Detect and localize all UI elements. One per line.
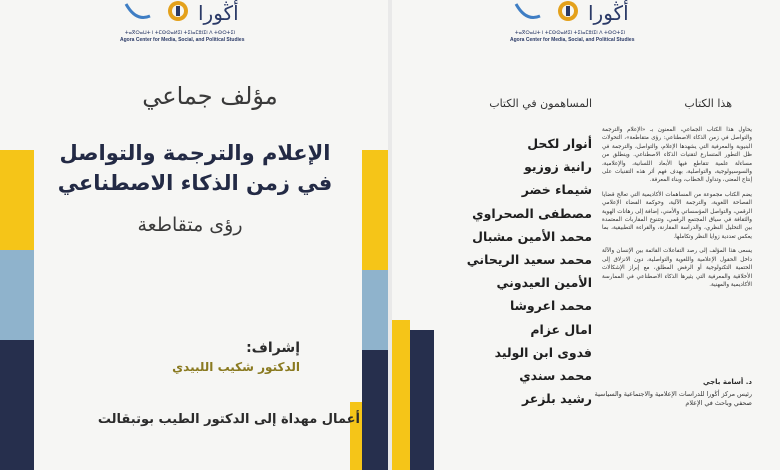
yellow-strip-back <box>392 320 410 470</box>
title-line-2: في زمن الذكاء الاصطناعي <box>57 171 333 195</box>
back-cover <box>392 0 780 470</box>
signature-name: د. أسامة باجي <box>703 378 752 386</box>
supervision-label: إشراف: <box>246 340 300 356</box>
contributor-item: امال عزام <box>530 321 592 337</box>
navy-strip <box>0 340 34 470</box>
dedication: أعمال مهداة إلى الدكتور الطيب بوتبقالت <box>97 412 360 427</box>
logo-english: Agora Center for Media, Social, and Political Studies <box>120 37 245 43</box>
signature-role-line-1: رئيس مركز أڭورا للدراسات الإعلامية والاجتماعية والسياسية <box>594 390 752 398</box>
yellow-strip-right <box>362 150 388 270</box>
agora-logo-mark <box>120 0 240 30</box>
contributors-heading: المساهمون في الكتاب <box>489 97 592 110</box>
contributor-item: رشيد بلزعر <box>521 391 592 407</box>
yellow-strip <box>0 150 34 250</box>
contributors-list <box>452 132 592 410</box>
logo-wordmark: أڭورا <box>198 1 239 25</box>
about-text <box>602 126 752 295</box>
about-paragraph: يضم الكتاب مجموعة من المساهمات الأكاديمية التي تعالج قضايا الفصاحة اللغوية، والترجمة الآلية، وحوكمة الفضاء الإعلامي الرقمي، والتواصل المؤسساتي والأمني، إضافة إلى رهانات الهوية والثقافة في سياق المجتمع الرقمي، وتتنوع المقاربات المعتمدة بين التحليل النظري، والدراسة المقارنة، والقراءة التطبيقية، بما يعكس تعددية زوايا النظر وتكاملها. <box>602 191 752 240</box>
contributor-item: محمد الأمين مشبال <box>472 228 592 244</box>
contributor-item: رانية زوزيو <box>524 159 592 175</box>
logo-english-back: Agora Center for Media, Social, and Political Studies <box>510 37 635 43</box>
front-cover <box>0 0 388 470</box>
about-paragraph: يحاول هذا الكتاب الجماعي، المعنون بـ «الإعلام والترجمة والتواصل في زمن الذكاء الاصطناعي: رؤى متقاطعة»، التحولات البنيوية والمعرفية التي يشهدها الإعلام، والتواصل، والترجمة في ظل التطور المتسارع لتقنيات الذكاء الاصطناعي. وينطلق من مساءلة علمية تتقاطع فيها الأبعاد اللسانية، والإعلامية، والسوسيولوجية، والتواصلية، بهدف فهم أثر هذه التقنيات على إنتاج المعنى، وتداول الخطاب، وبناء المعرفة. <box>602 127 752 184</box>
contributor-item: شيماء خضر <box>521 182 592 198</box>
logo-wordmark-back: أڭورا <box>588 1 629 25</box>
agora-logo-back <box>510 0 635 44</box>
title-line-1: الإعلام والترجمة والتواصل <box>59 141 331 165</box>
collective-label: مؤلف جماعي <box>142 82 278 110</box>
logo-tifinagh-back: ⵜⴰⴳⵔⴰⵡⵜ ⵏ ⵜⵎⵙⵙⴰⵍⵉⵏ ⵜⵉⵏⴰⵎⵓⵏⵉⵏ ⴷ ⵜⵙⵔⵜⵉⵏ <box>514 30 626 36</box>
agora-logo-mark-back <box>510 0 630 30</box>
contributor-item: الأمين العيدوني <box>496 275 592 291</box>
book-subtitle: رؤى متقاطعة <box>137 214 243 236</box>
supervisor-name: الدكتور شكيب اللبيدي <box>172 360 300 374</box>
contributor-item: أنوار لكحل <box>527 136 592 151</box>
navy-strip-right <box>362 350 388 470</box>
signature-role-line-2: صحفي وباحث في الإعلام <box>685 399 752 407</box>
contributor-item: محمد سندي <box>519 367 592 383</box>
about-heading: هذا الكتاب <box>684 97 732 110</box>
blue-strip <box>0 250 34 340</box>
contributor-item: فدوى ابن الوليد <box>494 344 592 360</box>
contributor-item: مصطفى الصحراوي <box>472 205 592 221</box>
about-paragraph: يسعى هذا المؤلف إلى رصد التفاعلات القائمة بين الإنسان والآلة داخل الحقول الإعلامية واللغوية والتواصلية، دون الانزلاق إلى الحتمية التكنولوجية أو الرفض المطلق، مع إبراز الإشكالات الأخلاقية والمعرفية التي يثيرها الذكاء الاصطناعي في الممارسة الأكاديمية والمهنية. <box>602 248 752 288</box>
signature-role <box>592 390 752 408</box>
book-title <box>30 138 360 198</box>
logo-tifinagh: ⵜⴰⴳⵔⴰⵡⵜ ⵏ ⵜⵎⵙⵙⴰⵍⵉⵏ ⵜⵉⵏⴰⵎⵓⵏⵉⵏ ⴷ ⵜⵙⵔⵜⵉⵏ <box>124 30 236 36</box>
blue-strip-right <box>362 270 388 350</box>
contributor-item: محمد سعيد الريحاني <box>466 251 592 267</box>
agora-logo <box>120 0 245 44</box>
contributor-item: محمد اعروشا <box>509 298 592 314</box>
navy-strip-back <box>410 330 434 470</box>
